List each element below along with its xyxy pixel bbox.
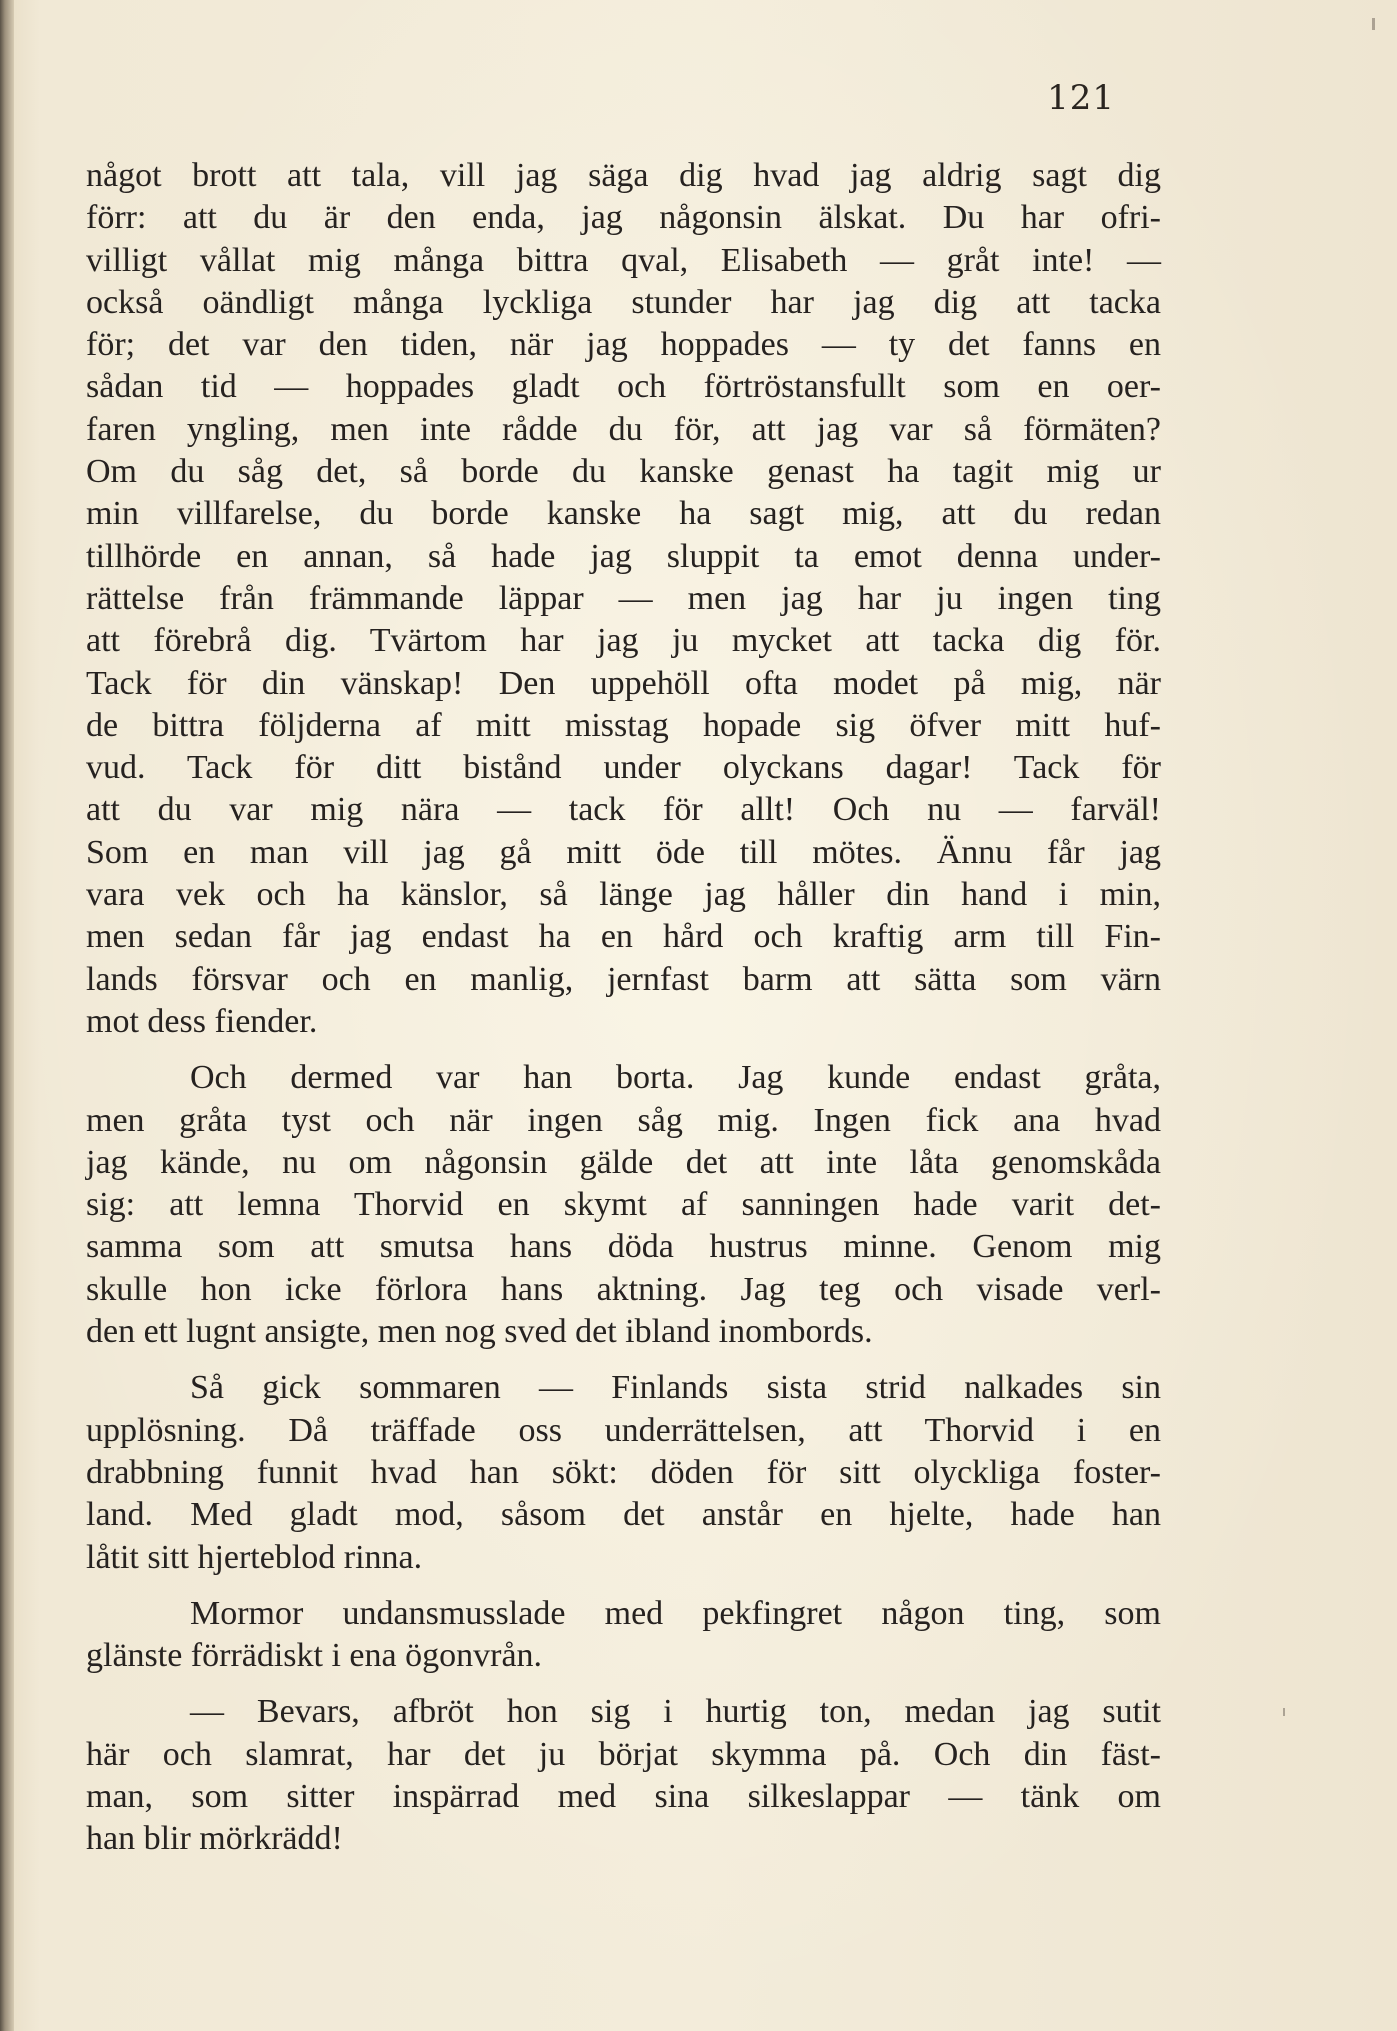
scan-speck [1283,1708,1285,1716]
text-line: men sedan får jag endast ha en hård och kraftig arm till Fin- [86,918,1161,956]
text-line: Om du såg det, så borde du kanske genast ha tagit mig ur [86,453,1161,491]
text-line: drabbning funnit hvad han sökt: döden för sitt olyckliga foster- [86,1453,1161,1491]
paragraph [86,1057,1161,1353]
text-line: land. Med gladt mod, såsom det anstår en hjelte, hade han [86,1496,1161,1534]
paragraph-gap [86,1579,1161,1593]
text-line: samma som att smutsa hans döda hustrus minne. Genom mig [86,1228,1161,1266]
paragraph [86,1593,1161,1678]
paragraph [86,1367,1161,1578]
text-line: sådan tid — hoppades gladt och förtröstansfullt som en oer- [86,368,1161,406]
page-number: 121 [1047,78,1115,118]
text-line: upplösning. Då träffade oss underrättelsen, att Thorvid i en [86,1411,1161,1449]
text-line: man, som sitter inspärrad med sina silkeslappar — tänk om [86,1777,1161,1815]
text-line: här och slamrat, har det ju börjat skymma på. Och din fäst- [86,1735,1161,1773]
text-line: tillhörde en annan, så hade jag sluppit ta emot denna under- [86,537,1161,575]
text-line: de bittra följderna af mitt misstag hopade sig öfver mitt huf- [86,706,1161,744]
text-line: faren yngling, men inte rådde du för, att jag var så förmäten? [86,410,1161,448]
text-line: mot dess fiender. [86,1002,318,1040]
text-line: glänste förrädiskt i ena ögonvrån. [86,1637,543,1675]
text-line: Tack för din vänskap! Den uppehöll ofta modet på mig, när [86,664,1161,702]
text-line: också oändligt många lyckliga stunder har jag dig att tacka [86,283,1161,321]
text-line: skulle hon icke förlora hans aktning. Jag teg och visade verl- [86,1270,1161,1308]
text-line: Mormor undansmusslade med pekfingret någon ting, som [190,1594,1161,1632]
text-line: sig: att lemna Thorvid en skymt af sanningen hade varit det- [86,1186,1161,1224]
paragraph [86,155,1161,1043]
text-line: förr: att du är den enda, jag någonsin älskat. Du har ofri- [86,199,1161,237]
text-line: lands försvar och en manlig, jernfast barm att sätta som värn [86,960,1161,998]
scan-speck [1372,18,1375,30]
paragraph-gap [86,1353,1161,1367]
text-line: att förebrå dig. Tvärtom har jag ju mycket att tacka dig för. [86,622,1161,660]
text-line: den ett lugnt ansigte, men nog sved det ibland inombords. [86,1313,873,1351]
text-line: Så gick sommaren — Finlands sista strid nalkades sin [190,1369,1161,1407]
text-line: för; det var den tiden, när jag hoppades — ty det fanns en [86,326,1161,364]
body-text [86,155,1161,1861]
text-line: låtit sitt hjerteblod rinna. [86,1538,423,1576]
paragraph-gap [86,1043,1161,1057]
text-line: något brott att tala, vill jag säga dig hvad jag aldrig sagt dig [86,157,1161,194]
paragraph-gap [86,1677,1161,1691]
text-line: — Bevars, afbröt hon sig i hurtig ton, medan jag sutit [190,1693,1161,1731]
paragraph [86,1691,1161,1860]
text-line: villigt vållat mig många bittra qval, Elisabeth — gråt inte! — [86,241,1161,279]
text-line: Som en man vill jag gå mitt öde till mötes. Ännu får jag [86,833,1161,871]
text-line: Och dermed var han borta. Jag kunde endast gråta, [190,1059,1161,1097]
text-line: jag kände, nu om någonsin gälde det att inte låta genomskåda [86,1143,1161,1181]
binding-edge [0,0,14,2031]
text-line: men gråta tyst och när ingen såg mig. Ingen fick ana hvad [86,1101,1161,1139]
text-line: vara vek och ha känslor, så länge jag håller din hand i min, [86,876,1161,914]
text-line: han blir mörkrädd! [86,1820,343,1858]
text-line: vud. Tack för ditt bistånd under olyckans dagar! Tack för [86,749,1161,787]
text-line: att du var mig nära — tack för allt! Och nu — farväl! [86,791,1161,829]
text-line: min villfarelse, du borde kanske ha sagt mig, att du redan [86,495,1161,533]
text-line: rättelse från främmande läppar — men jag har ju ingen ting [86,579,1161,617]
